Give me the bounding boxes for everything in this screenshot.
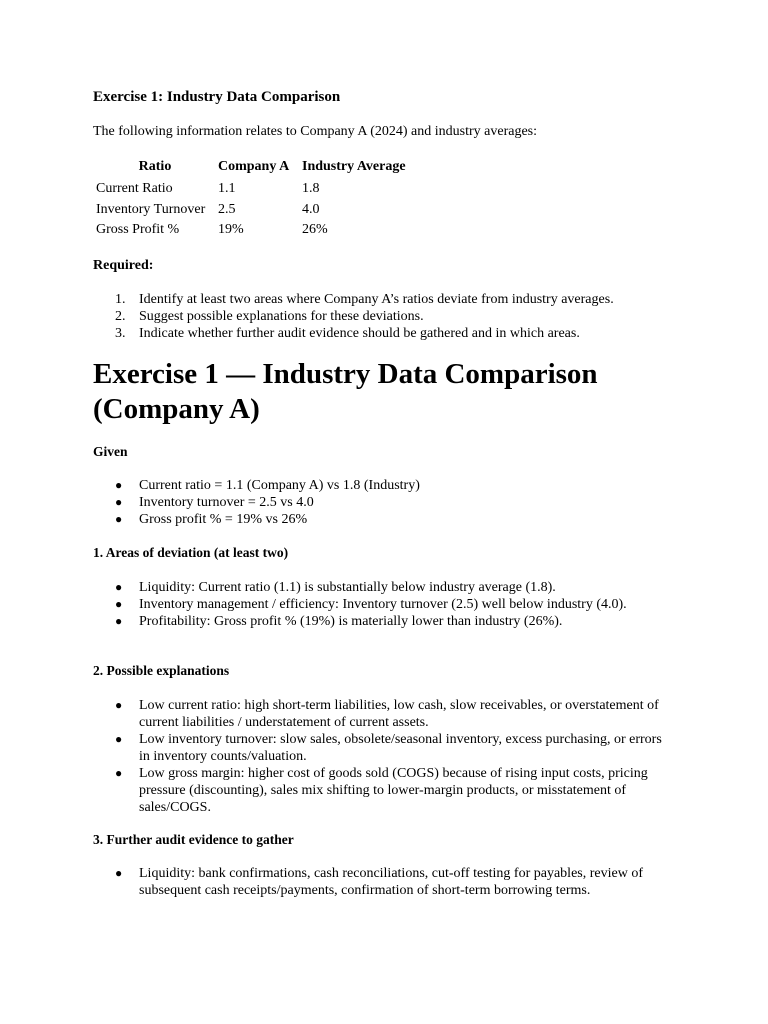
table-cell: Gross Profit % <box>96 222 180 237</box>
list-item-text: Liquidity: bank confirmations, cash reconciliations, cut-off testing for payables, review of subsequent cash receipts/payments, confirmation of short-term borrowing terms. <box>139 866 643 898</box>
list-item <box>93 291 693 308</box>
header-ratio: Ratio <box>138 159 172 174</box>
list-item <box>93 596 673 613</box>
header-industry-average: Industry Average <box>302 159 406 174</box>
required-label: Required: <box>93 258 154 273</box>
explanations-list <box>93 697 673 816</box>
list-item <box>93 494 673 511</box>
table-cell: 19% <box>218 222 244 237</box>
list-item <box>93 308 693 325</box>
list-item <box>93 731 673 765</box>
list-item <box>93 325 693 342</box>
table-row <box>94 200 424 221</box>
bullet-icon: ● <box>115 614 123 628</box>
required-list <box>93 291 693 342</box>
list-item-text: Indicate whether further audit evidence should be gathered and in which areas. <box>139 326 580 341</box>
table-row <box>94 179 424 200</box>
solution-heading: Exercise 1 — Industry Data Comparison (Company A) <box>93 358 598 425</box>
given-list <box>93 477 673 528</box>
table-cell: 1.1 <box>218 181 236 196</box>
list-item <box>93 477 673 494</box>
list-item-text: Current ratio = 1.1 (Company A) vs 1.8 (Industry) <box>139 478 420 493</box>
table-cell: Inventory Turnover <box>96 201 206 217</box>
list-item-text: Liquidity: Current ratio (1.1) is substantially below industry average (1.8). <box>139 580 556 595</box>
list-number: 1. <box>115 292 126 307</box>
list-number: 3. <box>115 326 126 341</box>
audit-evidence-list <box>93 865 673 899</box>
list-item-text: Profitability: Gross profit % (19%) is materially lower than industry (26%). <box>139 614 563 629</box>
list-item-text: Suggest possible explanations for these deviations. <box>139 309 424 324</box>
header-company-a: Company A <box>218 159 290 174</box>
bullet-icon: ● <box>115 698 123 712</box>
explanations-label: 2. Possible explanations <box>93 663 230 678</box>
list-item <box>93 613 673 630</box>
list-item-text: Identify at least two areas where Company A’s ratios deviate from industry averages. <box>139 292 614 307</box>
intro-text: The following information relates to Company A (2024) and industry averages: <box>93 124 538 139</box>
audit-evidence-label: 3. Further audit evidence to gather <box>93 832 294 847</box>
list-item-text: Gross profit % = 19% vs 26% <box>139 512 308 527</box>
ratio-table <box>94 158 424 241</box>
bullet-icon: ● <box>115 766 123 780</box>
list-item <box>93 865 673 899</box>
bullet-icon: ● <box>115 580 123 594</box>
list-item <box>93 697 673 731</box>
list-item <box>93 765 673 816</box>
table-header-row <box>94 158 424 179</box>
bullet-icon: ● <box>115 495 123 509</box>
deviation-list <box>93 579 673 630</box>
deviation-label: 1. Areas of deviation (at least two) <box>93 545 289 560</box>
list-item-text: Low gross margin: higher cost of goods sold (COGS) because of rising input costs, pricing pressure (discounting), sales mix shifting to lower-margin products, or misstatement of sales/COGS. <box>139 766 648 815</box>
bullet-icon: ● <box>115 866 123 880</box>
table-cell: 1.8 <box>302 181 320 196</box>
list-item <box>93 511 673 528</box>
list-item-text: Low current ratio: high short-term liabilities, low cash, slow receivables, or overstatement of current liabilities / understatement of current assets. <box>139 698 659 730</box>
table-cell: 26% <box>302 222 328 237</box>
table-cell: 2.5 <box>218 201 236 217</box>
bullet-icon: ● <box>115 512 123 526</box>
table-cell: Current Ratio <box>96 181 173 196</box>
table-row <box>94 220 424 241</box>
list-item <box>93 579 673 596</box>
list-item-text: Inventory management / efficiency: Inventory turnover (2.5) well below industry (4.0). <box>139 597 627 612</box>
list-number: 2. <box>115 309 126 324</box>
bullet-icon: ● <box>115 478 123 492</box>
table-cell: 4.0 <box>302 201 320 217</box>
bullet-icon: ● <box>115 732 123 746</box>
list-item-text: Inventory turnover = 2.5 vs 4.0 <box>139 495 314 510</box>
list-item-text: Low inventory turnover: slow sales, obsolete/seasonal inventory, excess purchasing, or errors in inventory counts/valuation. <box>139 732 662 764</box>
exercise-title: Exercise 1: Industry Data Comparison <box>93 89 341 105</box>
given-label: Given <box>93 444 128 459</box>
bullet-icon: ● <box>115 597 123 611</box>
